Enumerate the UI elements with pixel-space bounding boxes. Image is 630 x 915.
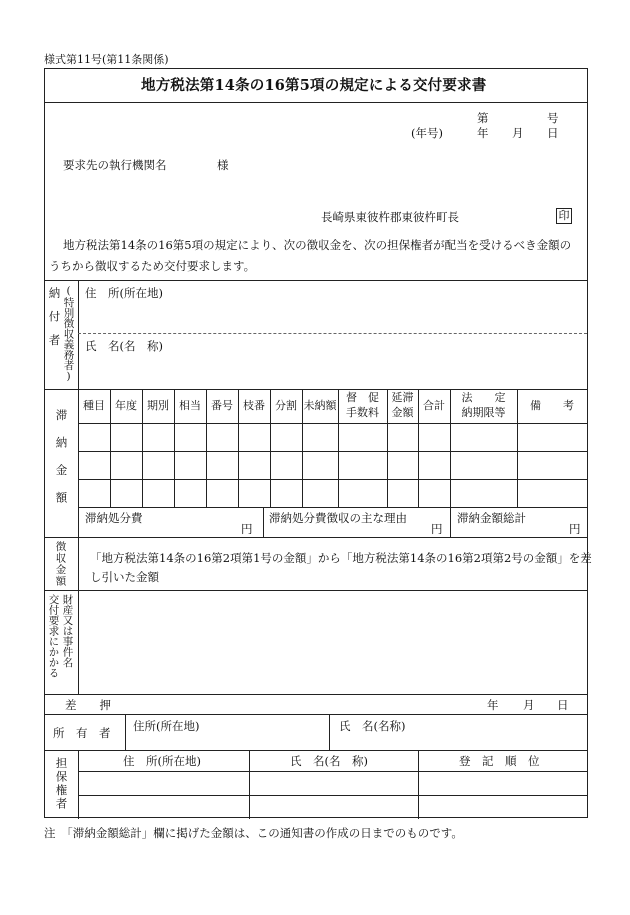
col-header-biko: 備 考 — [530, 399, 574, 412]
property-side-label-2: 財産又は事件名 — [61, 594, 74, 668]
col-header-soto: 相当 — [179, 399, 201, 412]
owner-label: 所 有 者 — [53, 726, 111, 740]
secured-rank-header: 登 記 順 位 — [459, 754, 540, 768]
issuer-name: 長崎県東彼杵郡東彼杵町長 — [321, 210, 459, 224]
col-header-total: 合計 — [423, 399, 445, 412]
collection-text-line2: し引いた金額 — [90, 570, 159, 584]
secured-address-header: 住 所(所在地) — [123, 754, 201, 768]
col-header-kibetsu: 期別 — [147, 399, 169, 412]
property-side-label-1: 交付要求にかかる — [47, 594, 60, 678]
col-header-entai-1: 延滞 — [391, 391, 414, 404]
date-month: 月 — [512, 126, 524, 140]
collection-side-label: 徴収金額 — [54, 541, 67, 587]
col-header-bango: 番号 — [211, 399, 233, 412]
recipient-label: 要求先の執行機関名 — [63, 158, 167, 172]
date-day: 日 — [547, 126, 559, 140]
seizure-day: 日 — [557, 698, 569, 712]
recipient-sama: 様 — [217, 158, 229, 172]
col-header-edaban: 枝番 — [243, 399, 265, 412]
col-header-shumoku: 種目 — [83, 399, 105, 412]
seizure-year: 年 — [487, 698, 499, 712]
disposal-fee-label: 滞納処分費 — [85, 511, 143, 525]
seal-mark: 印 — [556, 208, 572, 224]
taxpayer-side-label: 納付者 — [47, 287, 62, 358]
disposal-fee-yen: 円 — [241, 522, 253, 536]
seizure-month: 月 — [523, 698, 535, 712]
doc-number-dai: 第 — [477, 111, 489, 125]
col-header-hotei-1: 法 定 — [461, 391, 506, 404]
col-header-nendo: 年度 — [115, 399, 137, 412]
secured-name-header: 氏 名(名 称) — [290, 754, 368, 768]
date-year: 年 — [477, 126, 489, 140]
body-text-line1: 地方税法第14条の16第5項の規定により、次の徴収金を、次の担保権者が配当を受けるべき金額の — [63, 238, 572, 252]
form-frame — [44, 68, 592, 818]
owner-address-label: 住所(所在地) — [133, 719, 200, 733]
footnote: 注 「滞納金額総計」欄に掲げた金額は、この通知書の作成の日までのものです。 — [44, 826, 463, 840]
body-text-line2: うちから徴収するため交付要求します。 — [49, 259, 256, 273]
disposal-reason-yen: 円 — [431, 522, 443, 536]
col-header-hotei-2: 納期限等 — [461, 406, 506, 419]
secured-side-label: 担保権者 — [54, 757, 69, 811]
col-header-bunkatsu: 分割 — [275, 399, 297, 412]
collection-text-line1: 「地方税法第14条の16第2項第1号の金額」から「地方税法第14条の16第2項第2号の金額」を差 — [90, 551, 592, 565]
taxpayer-name-label: 氏 名(名 称) — [85, 339, 163, 353]
arrears-total-label: 滞納金額総計 — [457, 511, 526, 525]
disposal-reason-label: 滞納処分費徴収の主な理由 — [269, 511, 407, 525]
col-header-tokusoku-1: 督 促 — [346, 391, 379, 404]
owner-name-label: 氏 名(名称) — [339, 719, 406, 733]
taxpayer-side-label-2: (特別徴収義務者) — [62, 285, 75, 383]
form-title: 地方税法第14条の16第5項の規定による交付要求書 — [141, 77, 487, 94]
col-header-minogaku: 未納額 — [303, 399, 337, 412]
arrears-side-label: 滞納金額 — [54, 409, 69, 519]
doc-number-go: 号 — [547, 111, 559, 125]
col-header-tokusoku-2: 手数料 — [346, 406, 379, 419]
form-number: 様式第11号(第11条関係) — [44, 53, 169, 66]
arrears-total-yen: 円 — [569, 522, 581, 536]
date-era-note: (年号) — [411, 126, 443, 140]
taxpayer-address-label: 住 所(所在地) — [85, 286, 163, 300]
col-header-entai-2: 金額 — [391, 406, 414, 419]
seizure-label: 差 押 — [65, 698, 111, 712]
